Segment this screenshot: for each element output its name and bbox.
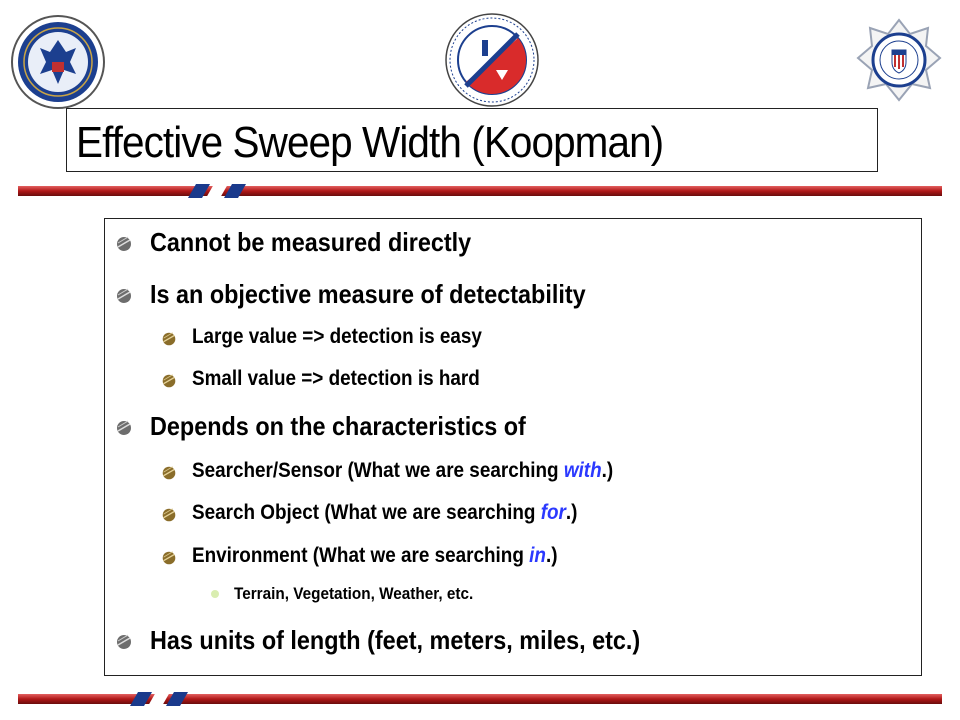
sub-bullet-text: Large value => detection is easy: [192, 325, 482, 348]
rd-center-logo-icon: [444, 12, 540, 108]
bullet-icon: [114, 286, 134, 306]
sub-bullet-text: Search Object (What we are searching for.): [192, 501, 578, 524]
bullet-icon: [160, 549, 178, 567]
emphasis-text: with: [563, 459, 602, 482]
uscg-seal-icon: [852, 14, 946, 108]
sub-sub-bullet-text: Terrain, Vegetation, Weather, etc.: [234, 584, 474, 603]
bullet-icon: [114, 234, 134, 254]
slide-title: Effective Sweep Width (Koopman): [76, 118, 664, 167]
bullet-text: Is an objective measure of detectability: [150, 279, 586, 309]
bullet-dot-icon: [210, 589, 220, 599]
top-divider-stripe: [18, 184, 942, 198]
bullet-icon: [114, 418, 134, 438]
sub-bullet-text: Small value => detection is hard: [192, 367, 480, 390]
emphasis-text: in: [529, 544, 546, 567]
sub-bullet-text: Environment (What we are searching in.): [192, 544, 558, 567]
emphasis-text: for: [540, 501, 566, 524]
bullet-text: Has units of length (feet, meters, miles, etc.): [150, 625, 641, 655]
dhs-seal-icon: [10, 14, 106, 110]
bullet-icon: [160, 506, 178, 524]
bullet-icon: [114, 632, 134, 652]
bottom-divider-stripe: [18, 692, 942, 706]
bullet-text: Depends on the characteristics of: [150, 411, 526, 441]
bullet-icon: [160, 330, 178, 348]
bullet-icon: [160, 372, 178, 390]
bullet-text: Cannot be measured directly: [150, 227, 472, 257]
bullet-icon: [160, 464, 178, 482]
sub-bullet-text: Searcher/Sensor (What we are searching with.): [192, 459, 614, 482]
